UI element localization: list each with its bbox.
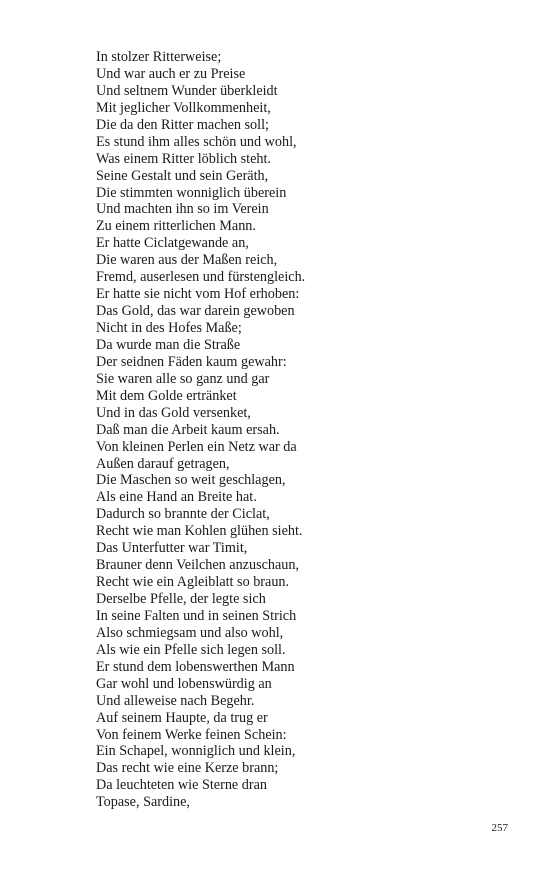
poem-line: Daß man die Arbeit kaum ersah.: [96, 421, 280, 438]
poem-line: Er stund dem lobenswerthen Mann: [96, 658, 295, 675]
poem-line: Von kleinen Perlen ein Netz war da: [96, 438, 297, 455]
poem-line: Von feinem Werke feinen Schein:: [96, 726, 287, 743]
poem-line: Und machten ihn so im Verein: [96, 201, 269, 218]
poem-line: Was einem Ritter löblich steht.: [96, 150, 271, 167]
poem-line: Sie waren alle so ganz und gar: [96, 370, 270, 387]
poem-line: In stolzer Ritterweise;: [96, 49, 222, 65]
page-number: 257: [491, 822, 508, 834]
poem-line: Brauner denn Veilchen anzuschaun,: [96, 557, 300, 574]
poem-line: Außen darauf getragen,: [96, 455, 230, 472]
poem-line: Auf seinem Haupte, da trug er: [96, 709, 268, 726]
poem-line: Recht wie ein Agleiblatt so braun.: [96, 574, 290, 591]
poem-line: Derselbe Pfelle, der legte sich: [96, 591, 266, 607]
poem-line: Und seltnem Wunder überkleidt: [96, 82, 278, 99]
poem-line: Es stund ihm alles schön und wohl,: [96, 133, 297, 150]
poem-line: Als eine Hand an Breite hat.: [96, 489, 257, 506]
poem-line: Die Maschen so weit geschlagen,: [96, 472, 286, 489]
poem-line: Und war auch er zu Preise: [96, 65, 246, 82]
poem-line: Das Unterfutter war Timit,: [96, 540, 248, 557]
poem-line: Dadurch so brannte der Ciclat,: [96, 506, 270, 523]
poem-line: Und alleweise nach Begehr.: [96, 692, 255, 709]
poem-line: Die da den Ritter machen soll;: [96, 116, 269, 133]
poem-line: Ein Schapel, wonniglich und klein,: [96, 743, 296, 760]
poem-line: Er hatte sie nicht vom Hof erhoben:: [96, 286, 300, 303]
poem-line: Die waren aus der Maßen reich,: [96, 252, 278, 269]
poem-line: Zu einem ritterlichen Mann.: [96, 218, 256, 235]
poem-line: Die stimmten wonniglich überein: [96, 184, 287, 201]
poem-line: Er hatte Ciclatgewande an,: [96, 235, 249, 252]
poem-line: Der seidnen Fäden kaum gewahr:: [96, 353, 287, 370]
poem-line: Das recht wie eine Kerze brann;: [96, 760, 279, 777]
poem-line: Da leuchteten wie Sterne dran: [96, 777, 267, 794]
poem-line: In seine Falten und in seinen Strich: [96, 607, 297, 624]
poem-line: Das Gold, das war darein gewoben: [96, 303, 295, 320]
poem-line: Also schmiegsam und also wohl,: [96, 624, 284, 641]
poem-line: Da wurde man die Straße: [96, 336, 241, 353]
poem-line: Seine Gestalt und sein Geräth,: [96, 167, 269, 184]
poem-text: [96, 49, 516, 811]
poem-line: Mit dem Golde ertränket: [96, 387, 237, 404]
poem-line: Nicht in des Hofes Maße;: [96, 320, 242, 336]
poem-line: Recht wie man Kohlen glühen sieht.: [96, 523, 303, 540]
poem-line: Topase, Sardine,: [96, 794, 190, 811]
poem-line: Gar wohl und lobenswürdig an: [96, 675, 272, 692]
poem-line: Mit jeglicher Vollkommenheit,: [96, 99, 271, 116]
poem-line: Und in das Gold versenket,: [96, 404, 251, 421]
poem-line: Als wie ein Pfelle sich legen soll.: [96, 641, 286, 658]
poem-line: Fremd, auserlesen und fürstengleich.: [96, 269, 306, 286]
